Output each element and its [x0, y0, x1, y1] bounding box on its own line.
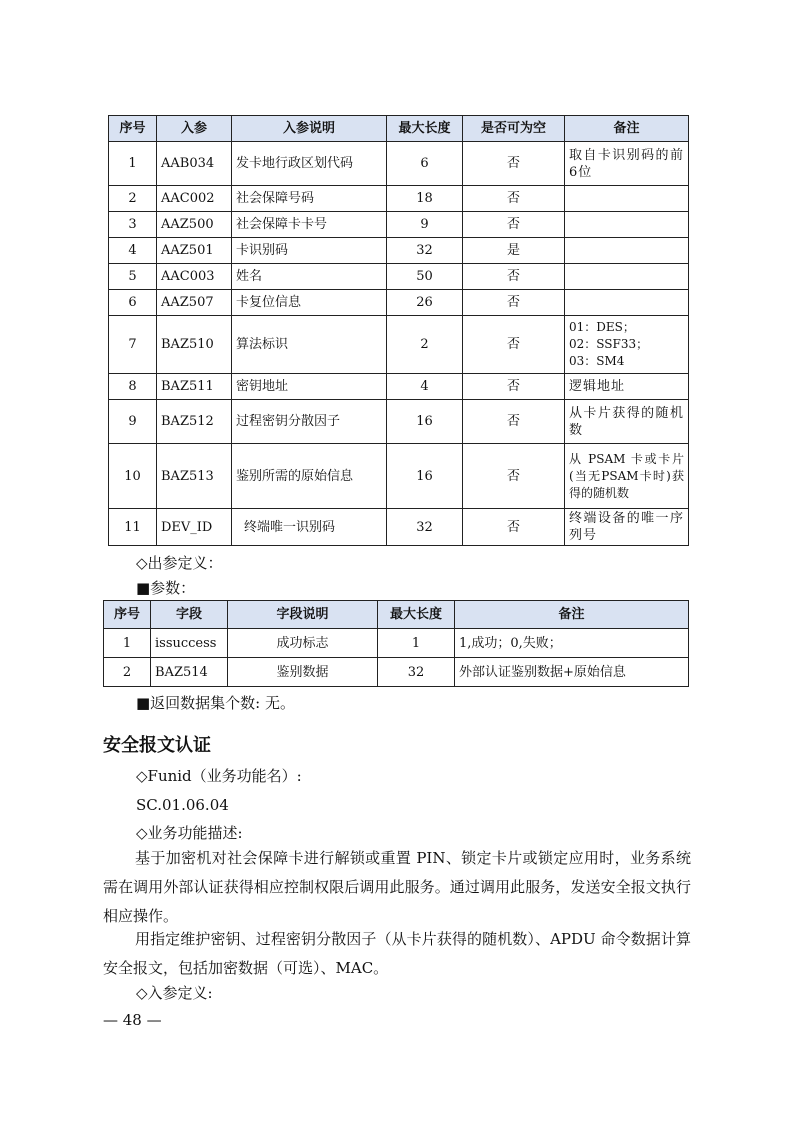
- col-header-note: 备注: [565, 116, 689, 142]
- table-row: [109, 444, 689, 509]
- cell-nullable: 否: [463, 316, 565, 374]
- cell-note: [565, 264, 689, 290]
- cell-note: [565, 290, 689, 316]
- cell-param: AAZ501: [157, 238, 232, 264]
- section-title: 安全报文认证: [103, 735, 211, 756]
- table-row: [109, 290, 689, 316]
- cell-note: 逻辑地址: [565, 374, 689, 400]
- cell-nullable: 否: [463, 400, 565, 444]
- cell-nullable: 否: [463, 186, 565, 212]
- cell-nullable: 是: [463, 238, 565, 264]
- table-row: [109, 238, 689, 264]
- col-header-nullable: 是否可为空: [463, 116, 565, 142]
- cell-desc: 社会保障卡卡号: [232, 212, 387, 238]
- cell-param: AAC003: [157, 264, 232, 290]
- table-row: [109, 316, 689, 374]
- input-params-table: [108, 115, 689, 546]
- cell-maxlen: 32: [378, 658, 455, 687]
- note-line: 03：SM4: [569, 354, 625, 368]
- cell-maxlen: 16: [387, 444, 463, 509]
- cell-no: 2: [104, 658, 151, 687]
- cell-nullable: 否: [463, 264, 565, 290]
- cell-nullable: 否: [463, 212, 565, 238]
- cell-nullable: 否: [463, 444, 565, 509]
- cell-no: 11: [109, 509, 157, 546]
- cell-desc: 卡识别码: [232, 238, 387, 264]
- table-row: [109, 509, 689, 546]
- col-header-maxlen: 最大长度: [378, 601, 455, 629]
- cell-param: AAZ507: [157, 290, 232, 316]
- cell-field: issuccess: [151, 629, 228, 658]
- cell-no: 9: [109, 400, 157, 444]
- cell-desc: 成功标志: [228, 629, 378, 658]
- cell-note: 1,成功；0,失败；: [455, 629, 689, 658]
- cell-maxlen: 26: [387, 290, 463, 316]
- cell-nullable: 否: [463, 142, 565, 186]
- cell-no: 1: [104, 629, 151, 658]
- col-header-no: 序号: [104, 601, 151, 629]
- col-header-desc: 字段说明: [228, 601, 378, 629]
- cell-maxlen: 16: [387, 400, 463, 444]
- cell-maxlen: 1: [378, 629, 455, 658]
- table-row: [109, 186, 689, 212]
- note-line: 01：DES；: [569, 320, 635, 334]
- cell-no: 4: [109, 238, 157, 264]
- return-count-text: ■返回数据集个数: 无。: [136, 694, 295, 712]
- col-header-param: 入参: [157, 116, 232, 142]
- cell-field: BAZ514: [151, 658, 228, 687]
- cell-desc: 发卡地行政区划代码: [232, 142, 387, 186]
- cell-note: 从卡片获得的随机数: [565, 400, 689, 444]
- cell-note: 取自卡识别码的前6位: [565, 142, 689, 186]
- table-row: [109, 264, 689, 290]
- cell-no: 6: [109, 290, 157, 316]
- cell-desc: 密钥地址: [232, 374, 387, 400]
- cell-param: AAB034: [157, 142, 232, 186]
- cell-no: 5: [109, 264, 157, 290]
- cell-desc: 终端唯一识别码: [232, 509, 387, 546]
- cell-param: BAZ513: [157, 444, 232, 509]
- cell-desc: 姓名: [232, 264, 387, 290]
- table-row: [109, 374, 689, 400]
- cell-desc: 鉴别所需的原始信息: [232, 444, 387, 509]
- cell-note: 从 PSAM 卡或卡片(当无PSAM卡时)获得的随机数: [565, 444, 689, 509]
- cell-no: 2: [109, 186, 157, 212]
- cell-note: [565, 316, 689, 374]
- cell-no: 1: [109, 142, 157, 186]
- cell-note: 外部认证鉴别数据+原始信息: [455, 658, 689, 687]
- table-row: [109, 142, 689, 186]
- cell-note: [565, 238, 689, 264]
- output-params-table: [103, 600, 689, 687]
- table-row: [104, 629, 689, 658]
- col-header-desc: 入参说明: [232, 116, 387, 142]
- cell-maxlen: 9: [387, 212, 463, 238]
- funid-label: ◇Funid（业务功能名）:: [136, 767, 302, 785]
- cell-no: 8: [109, 374, 157, 400]
- cell-desc: 过程密钥分散因子: [232, 400, 387, 444]
- cell-maxlen: 32: [387, 238, 463, 264]
- cell-param: BAZ511: [157, 374, 232, 400]
- col-header-field: 字段: [151, 601, 228, 629]
- cell-note: [565, 186, 689, 212]
- cell-maxlen: 32: [387, 509, 463, 546]
- description-label: ◇业务功能描述:: [136, 824, 243, 842]
- cell-maxlen: 2: [387, 316, 463, 374]
- cell-maxlen: 4: [387, 374, 463, 400]
- cell-no: 3: [109, 212, 157, 238]
- col-header-note: 备注: [455, 601, 689, 629]
- cell-nullable: 否: [463, 374, 565, 400]
- cell-nullable: 否: [463, 509, 565, 546]
- cell-no: 10: [109, 444, 157, 509]
- note-line: 02：SSF33；: [569, 337, 649, 351]
- cell-desc: 算法标识: [232, 316, 387, 374]
- cell-desc: 卡复位信息: [232, 290, 387, 316]
- table-header-row: [109, 116, 689, 142]
- description-paragraph-2: 用指定维护密钥、过程密钥分散因子（从卡片获得的随机数）、APDU 命令数据计算安全报文，包括加密数据（可选）、MAC。: [103, 930, 691, 977]
- col-header-no: 序号: [109, 116, 157, 142]
- params-label: ■参数：: [136, 579, 196, 597]
- cell-param: BAZ512: [157, 400, 232, 444]
- col-header-maxlen: 最大长度: [387, 116, 463, 142]
- cell-param: DEV_ID: [157, 509, 232, 546]
- cell-param: BAZ510: [157, 316, 232, 374]
- cell-note: 终端设备的唯一序列号: [565, 509, 689, 546]
- input-def-label: ◇入参定义:: [136, 984, 213, 1002]
- cell-maxlen: 6: [387, 142, 463, 186]
- output-def-label: ◇出参定义：: [136, 554, 223, 572]
- table-header-row: [104, 601, 689, 629]
- cell-maxlen: 18: [387, 186, 463, 212]
- cell-no: 7: [109, 316, 157, 374]
- page-number: — 48 —: [103, 1011, 162, 1029]
- table-row: [104, 658, 689, 687]
- cell-desc: 社会保障号码: [232, 186, 387, 212]
- cell-param: AAC002: [157, 186, 232, 212]
- table-row: [109, 400, 689, 444]
- description-paragraph-1: 基于加密机对社会保障卡进行解锁或重置 PIN、锁定卡片或锁定应用时，业务系统需在调用外部认证获得相应控制权限后调用此服务。通过调用此服务，发送安全报文执行相应操作。: [103, 849, 691, 925]
- cell-nullable: 否: [463, 290, 565, 316]
- cell-param: AAZ500: [157, 212, 232, 238]
- cell-maxlen: 50: [387, 264, 463, 290]
- cell-note: [565, 212, 689, 238]
- table-row: [109, 212, 689, 238]
- cell-desc: 鉴别数据: [228, 658, 378, 687]
- funid-value: SC.01.06.04: [136, 796, 229, 814]
